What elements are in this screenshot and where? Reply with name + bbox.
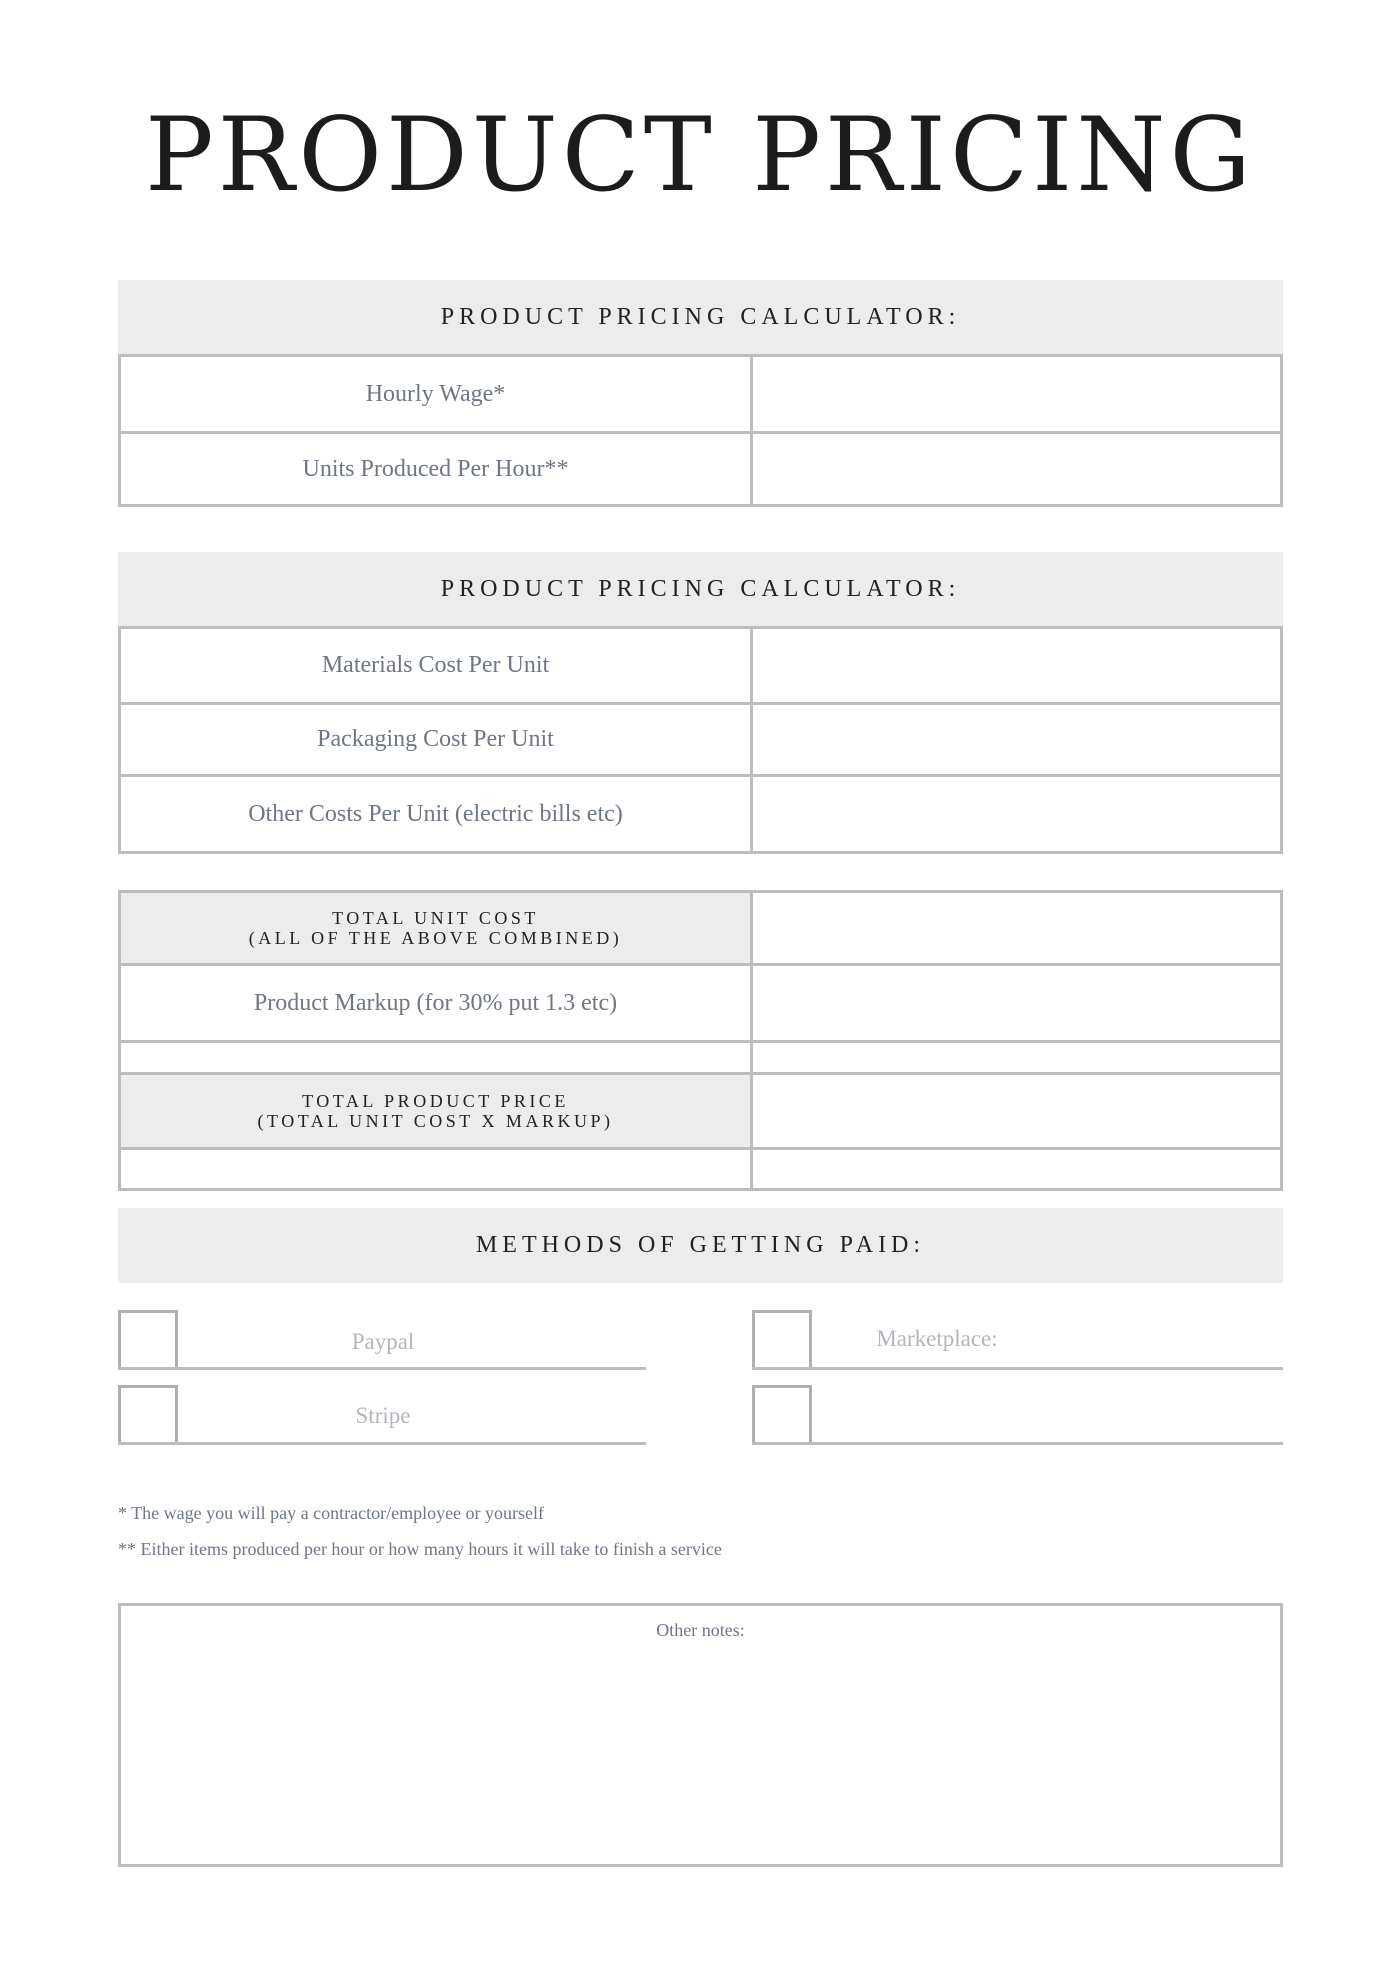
marketplace-checkbox[interactable] — [752, 1310, 812, 1370]
paypal-underline — [118, 1367, 646, 1370]
units-per-hour-label: Units Produced Per Hour** — [302, 455, 569, 482]
total-unit-cost-title: TOTAL UNIT COST — [332, 908, 539, 928]
total-product-price-title: TOTAL PRODUCT PRICE — [302, 1091, 569, 1111]
total-product-price-label — [121, 1075, 750, 1147]
row-divider — [118, 1147, 1283, 1150]
payment-header: METHODS OF GETTING PAID: — [118, 1208, 1283, 1283]
footnote-units: ** Either items produced per hour or how many hours it will take to finish a service — [118, 1539, 722, 1559]
hourly-wage-input[interactable] — [753, 357, 1280, 431]
extra-underline — [752, 1442, 1283, 1445]
notes-box[interactable] — [118, 1603, 1283, 1867]
packaging-cost-label: Packaging Cost Per Unit — [317, 726, 554, 752]
stripe-label: Stripe — [355, 1403, 411, 1428]
total-product-price-input[interactable] — [753, 1075, 1280, 1147]
packaging-cost-input[interactable] — [753, 705, 1280, 774]
extra-checkbox[interactable] — [752, 1385, 812, 1445]
paypal-checkbox[interactable] — [118, 1310, 178, 1370]
total-unit-cost-subtitle: (ALL OF THE ABOVE COMBINED) — [248, 928, 623, 948]
paypal-label: Paypal — [351, 1329, 415, 1354]
units-per-hour-input[interactable] — [753, 434, 1280, 504]
notes-label: Other notes: — [656, 1620, 745, 1640]
stripe-checkbox[interactable] — [118, 1385, 178, 1445]
section1-header: PRODUCT PRICING CALCULATOR: — [118, 280, 1283, 354]
total-product-price-subtitle: (TOTAL UNIT COST X MARKUP) — [257, 1111, 614, 1131]
total-unit-cost-input[interactable] — [753, 893, 1280, 963]
materials-cost-input[interactable] — [753, 629, 1280, 702]
footnote-wage: * The wage you will pay a contractor/employee or yourself — [118, 1503, 545, 1523]
markup-label: Product Markup (for 30% put 1.3 etc) — [253, 989, 618, 1016]
extra-label — [812, 1392, 1062, 1440]
hourly-wage-label: Hourly Wage* — [365, 380, 506, 407]
other-costs-label: Other Costs Per Unit (electric bills etc) — [248, 800, 623, 827]
materials-cost-label: Materials Cost Per Unit — [321, 652, 550, 678]
page-title: PRODUCT PRICING — [144, 96, 1256, 215]
total-unit-cost-label — [121, 893, 750, 963]
stripe-underline — [118, 1442, 646, 1445]
other-costs-input[interactable] — [753, 777, 1280, 851]
row-divider — [118, 1040, 1283, 1043]
section2-header: PRODUCT PRICING CALCULATOR: — [118, 552, 1283, 626]
markup-input[interactable] — [753, 966, 1280, 1040]
marketplace-underline — [752, 1367, 1283, 1370]
marketplace-label: Marketplace: — [876, 1326, 998, 1351]
